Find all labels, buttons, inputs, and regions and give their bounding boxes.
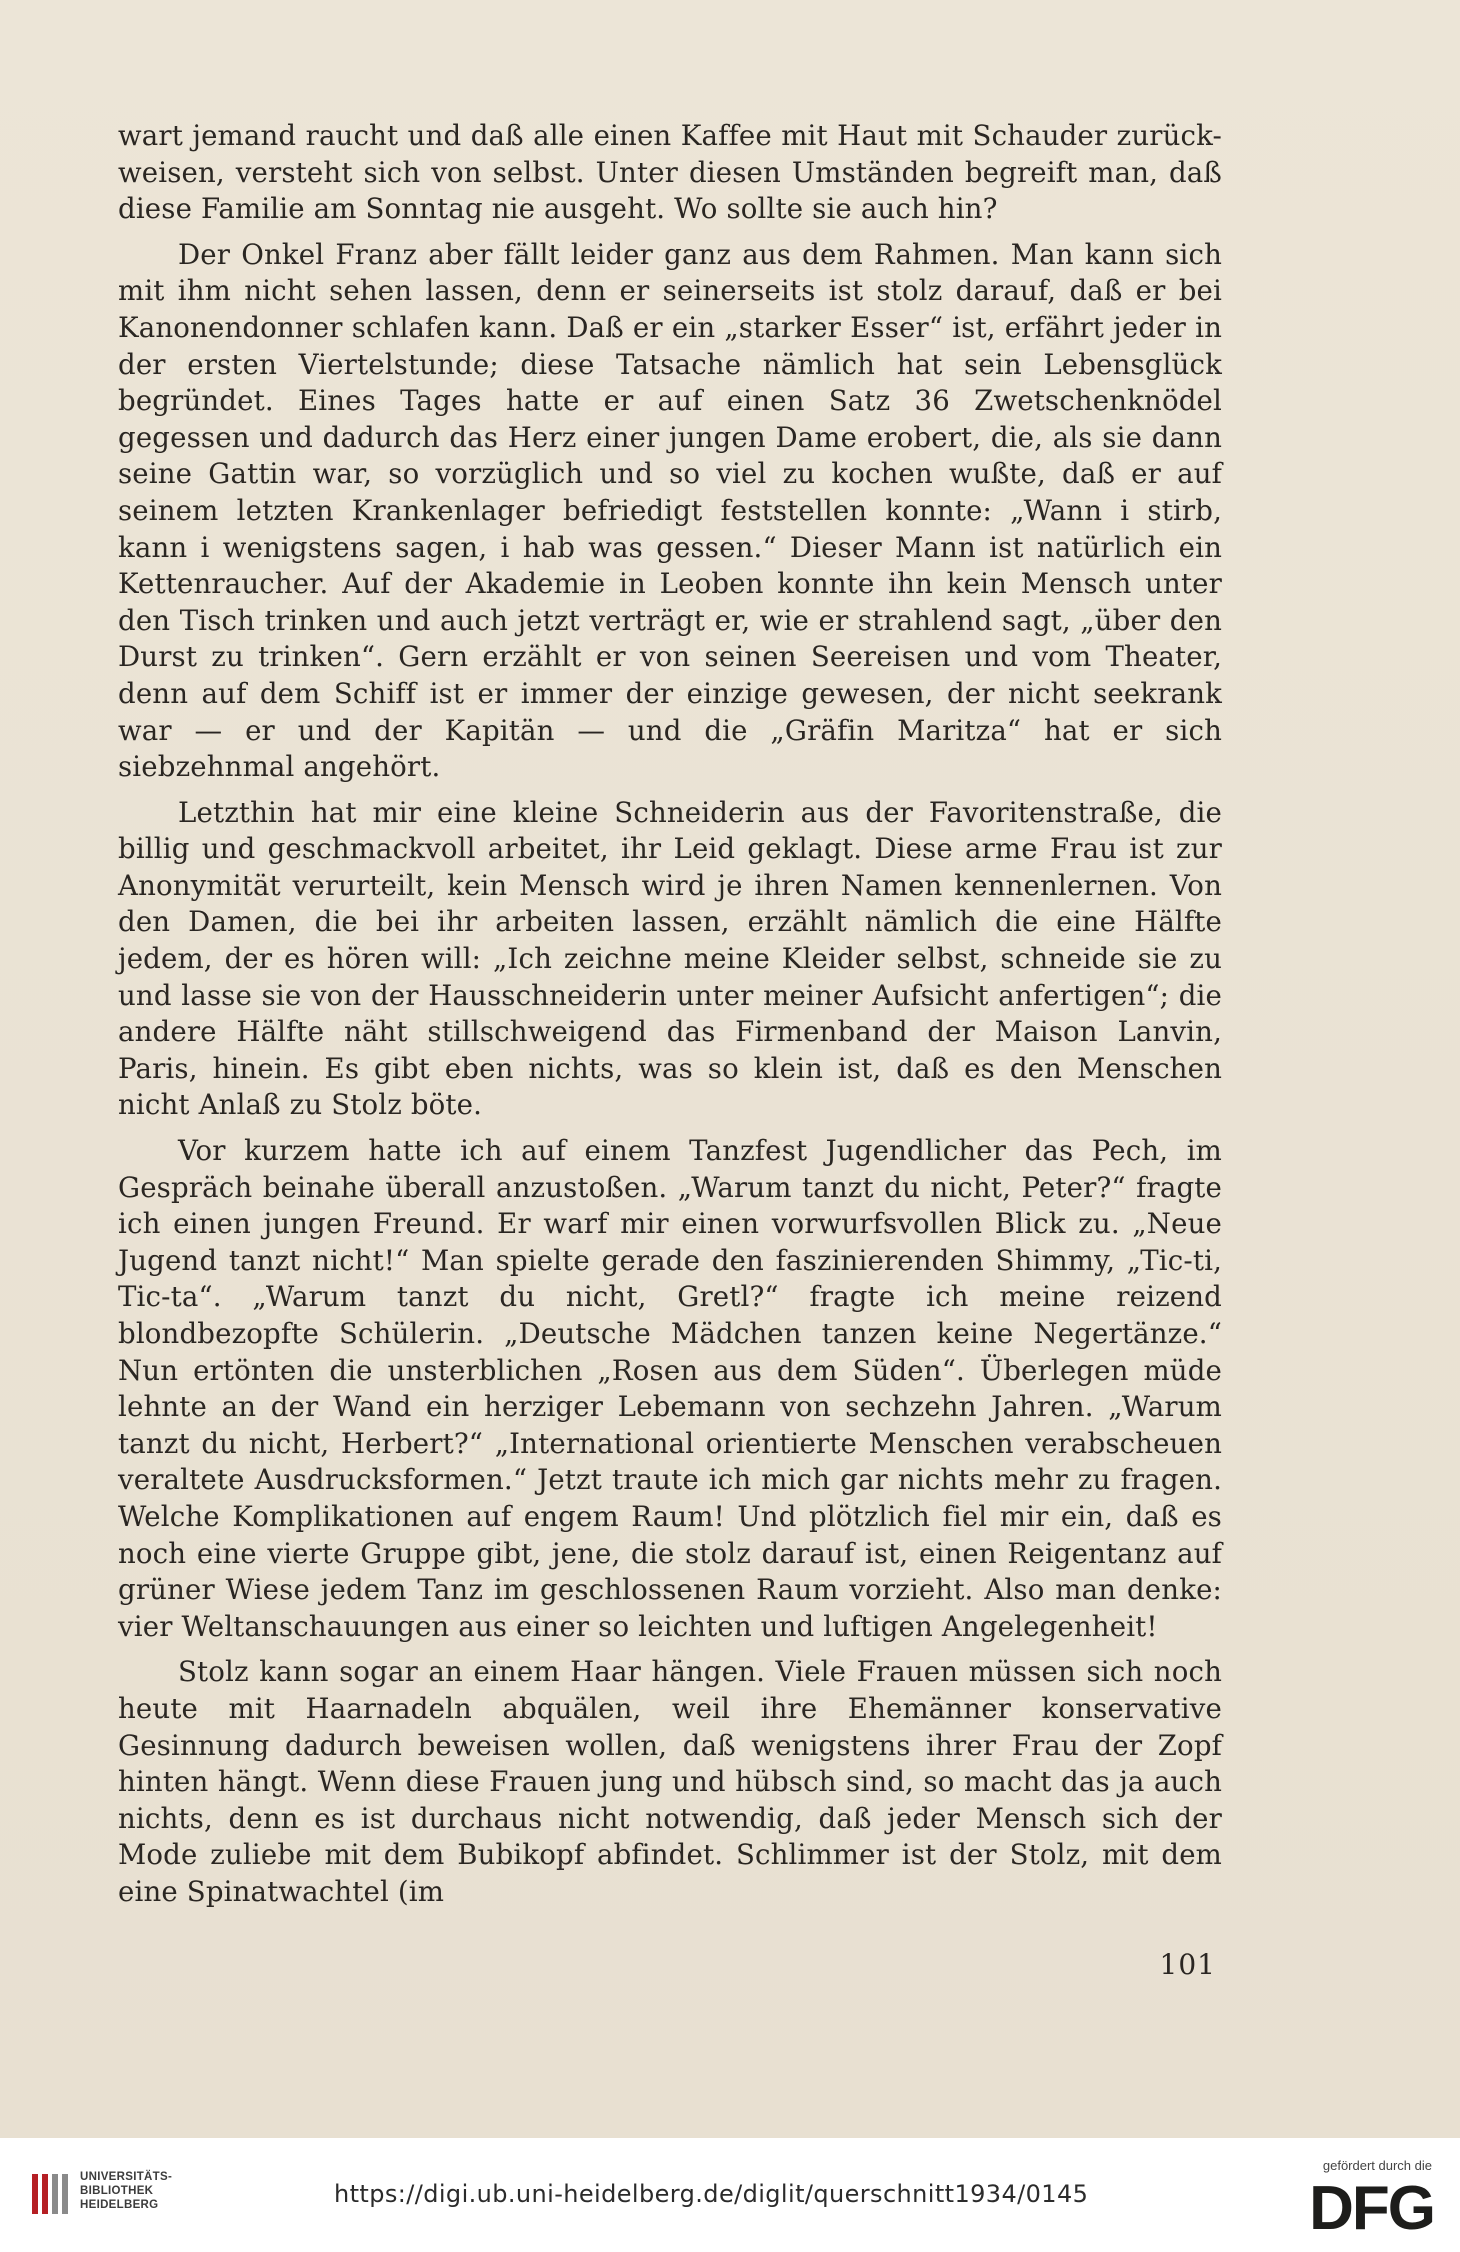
funding-label: gefördert durch die [1322, 2158, 1432, 2173]
library-name-line-3: HEIDELBERG [80, 2199, 159, 2211]
paragraph-5: Stolz kann sogar an einem Haar hängen. Viele Frauen müssen sich noch heute mit Haarnadeln abquälen, weil ihre Ehemänner konservative Gesinnung dadurch beweisen wollen, daß wenigstens ihrer Frau der Zopf hinten hängt. Wenn diese Frauen jung und hübsch sind, so macht das ja auch nichts, denn es ist durchaus nicht notwendig, daß jeder Mensch sich der Mode zuliebe mit dem Bubikopf abfindet. Schlimmer ist der Stolz, mit dem eine Spinatwachtel (im [118, 1655, 1222, 1908]
paragraph-3: Letzthin hat mir eine kleine Schneiderin aus der Favoritenstraße, die billig und geschmackvoll arbeitet, ihr Leid geklagt. Diese arme Frau ist zur Anonymität verurteilt, kein Mensch wird je ihren Namen kennenlernen. Von den Damen, die bei ihr arbeiten lassen, erzählt nämlich die eine Hälfte jedem, der es hören will: „Ich zeichne meine Kleider selbst, schneide sie zu und lasse sie von der Hausschneiderin unter meiner Aufsicht anfertigen“; die andere Hälfte näht stillschweigend das Firmenband der Maison Lanvin, Paris, hinein. Es gibt eben nichts, was so klein ist, daß es den Menschen nicht Anlaß zu Stolz böte. [118, 795, 1222, 1122]
permalink-url[interactable]: https://digi.ub.uni-heidelberg.de/diglit/querschnitt1934/0145 [334, 2180, 1089, 2208]
paragraph-1: wart jemand raucht und daß alle einen Kaffee mit Haut mit Schauder zurück-weisen, versteht sich von selbst. Unter diesen Umständen begreift man, daß diese Familie am Sonntag nie ausgeht. Wo sollte sie auch hin? [118, 119, 1222, 226]
dfg-logo[interactable]: DFG [1309, 2174, 1434, 2243]
paragraph-2: Der Onkel Franz aber fällt leider ganz aus dem Rahmen. Man kann sich mit ihm nicht sehen lassen, denn er seinerseits ist stolz darauf, daß er bei Kanonendonner schlafen kann. Daß er ein „starker Esser“ ist, erfährt jeder in der ersten Viertelstunde; diese Tatsache nämlich hat sein Lebensglück begründet. Eines Tages hatte er auf einen Satz 36 Zwetschenknödel gegessen und dadurch das Herz einer jungen Dame erobert, die, als sie dann seine Gattin war, so vorzüglich und so viel zu kochen wußte, daß er auf seinem letzten Krankenlager befriedigt feststellen konnte: „Wann i stirb, kann i wenigstens sagen, i hab was gessen.“ Dieser Mann ist natürlich ein Kettenraucher. Auf der Akademie in Leoben konnte ihn kein Mensch unter den Tisch trinken und auch jetzt verträgt er, wie er strahlend sagt, „über den Durst zu trinken“. Gern erzählt er von seinen Seereisen und vom Theater, denn auf dem Schiff ist er immer der einzige gewesen, der nicht seekrank war — er und der Kapitän — und die „Gräfin Maritza“ hat er sich siebzehnmal angehört. [118, 237, 1222, 784]
library-name-line-1: UNIVERSITÄTS- [80, 2171, 173, 2183]
body-text [118, 118, 1222, 1911]
university-library-logo[interactable] [30, 2164, 173, 2226]
paragraph-4: Vor kurzem hatte ich auf einem Tanzfest Jugendlicher das Pech, im Gespräch beinahe überall anzustoßen. „Warum tanzt du nicht, Peter?“ fragte ich einen jungen Freund. Er warf mir einen vorwurfsvollen Blick zu. „Neue Jugend tanzt nicht!“ Man spielte gerade den faszinierenden Shimmy, „Tic-ti, Tic-ta“. „Warum tanzt du nicht, Gretl?“ fragte ich meine reizend blondbezopfte Schülerin. „Deutsche Mädchen tanzen keine Negertänze.“ Nun ertönten die unsterblichen „Rosen aus dem Süden“. Überlegen müde lehnte an der Wand ein herziger Lebemann von sechzehn Jahren. „Warum tanzt du nicht, Herbert?“ „International orientierte Menschen verabscheuen veraltete Ausdrucksformen.“ Jetzt traute ich mich gar nichts mehr zu fragen. Welche Komplikationen auf engem Raum! Und plötzlich fiel mir ein, daß es noch eine vierte Gruppe gibt, jene, die stolz darauf ist, einen Reigentanz auf grüner Wiese jedem Tanz im geschlossenen Raum vorzieht. Also man denke: vier Weltanschauungen aus einer so leichten und luftigen Angelegenheit! [118, 1134, 1222, 1643]
library-name [80, 2170, 172, 2212]
viewer-footer [0, 2138, 1460, 2252]
library-name-line-2: BIBLIOTHEK [80, 2185, 154, 2197]
page-number: 101 [1159, 1948, 1216, 1981]
library-emblem-icon [30, 2170, 70, 2218]
